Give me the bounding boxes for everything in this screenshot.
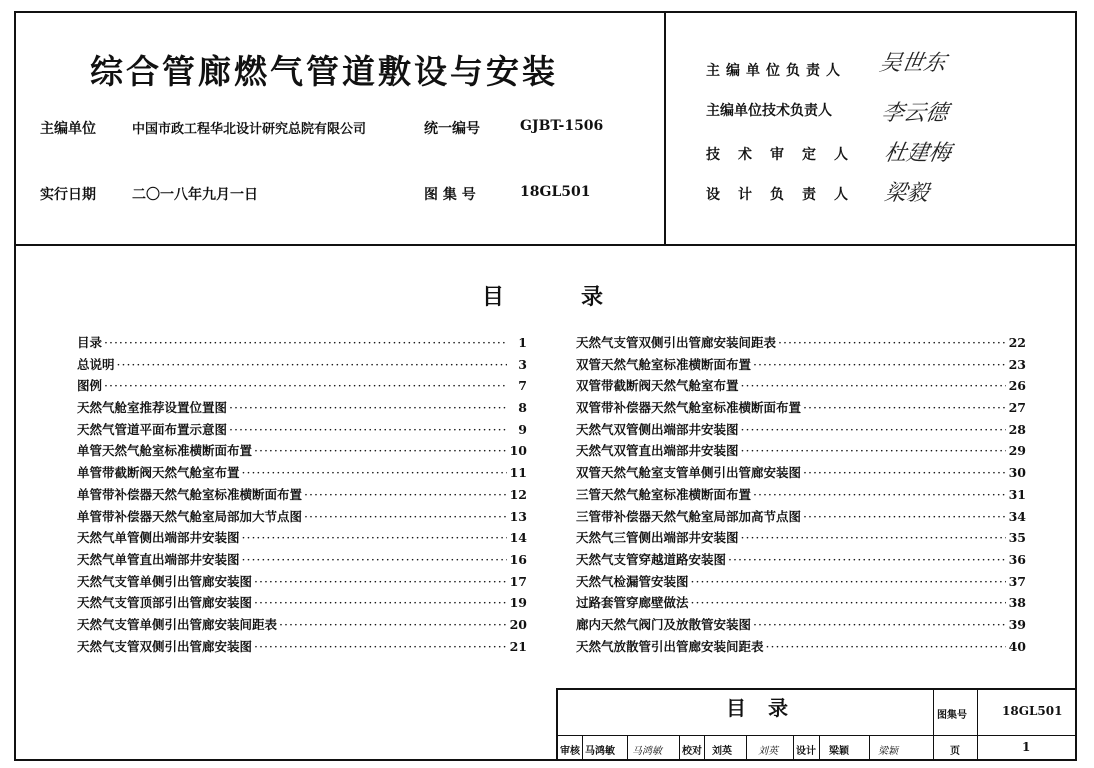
cell-divider: [627, 735, 628, 761]
cell-divider: [819, 735, 820, 761]
atlas-title: 综合管廊燃气管道敷设与安装: [90, 52, 558, 91]
header-vertical-divider: [664, 11, 666, 245]
responsible-role-4: 设计负责人: [706, 187, 866, 203]
toc-item[interactable]: 三管带补偿器天然气舱室局部加高节点图 ····· 34: [576, 507, 1026, 529]
toc-item[interactable]: 天然气支管单侧引出管廊安装间距表 ····· 20: [77, 615, 527, 637]
title-block-left-border: [556, 688, 558, 761]
toc-item[interactable]: 总说明 ····· 3: [77, 355, 527, 377]
title-block-col-divider-1: [933, 688, 934, 761]
cell-divider: [704, 735, 705, 761]
title-block-top-border: [556, 688, 1077, 690]
atlas-no-label-small: 图集号: [937, 710, 967, 721]
toc-item[interactable]: 天然气放散管引出管廊安装间距表 ····· 40: [576, 637, 1026, 659]
toc-item[interactable]: 双管天然气舱室支管单侧引出管廊安装图 ····· 30: [576, 463, 1026, 485]
design-signature: 梁颖: [878, 746, 898, 757]
atlas-no: 18GL501: [520, 184, 591, 200]
toc-item[interactable]: 单管带截断阀天然气舱室布置 ····· 11: [77, 463, 527, 485]
toc-item[interactable]: 天然气支管顶部引出管廊安装图 ····· 19: [77, 593, 527, 615]
toc-item[interactable]: 天然气双管直出端部井安装图 ····· 29: [576, 441, 1026, 463]
toc-item[interactable]: 天然气支管单侧引出管廊安装图 ····· 17: [77, 572, 527, 594]
toc-item[interactable]: 过路套管穿廊壁做法 ····· 38: [576, 593, 1026, 615]
responsible-signature-1: 吴世东: [877, 51, 948, 76]
review-label: 审核: [560, 746, 580, 757]
toc-item[interactable]: 天然气管道平面布置示意图 ····· 9: [77, 420, 527, 442]
responsible-signature-2: 李云德: [879, 101, 950, 126]
toc-item[interactable]: 目录 ····· 1: [77, 333, 527, 355]
title-block-col-divider-2: [977, 688, 978, 761]
atlas-no-label: 图 集 号: [424, 187, 476, 203]
toc-item[interactable]: 天然气单管直出端部井安装图 ····· 16: [77, 550, 527, 572]
responsible-signature-3: 杜建梅: [882, 141, 953, 166]
toc-item[interactable]: 单管天然气舱室标准横断面布置 ····· 10: [77, 441, 527, 463]
design-name: 梁颖: [829, 746, 849, 757]
toc-left-column: [77, 333, 527, 658]
cell-divider: [869, 735, 870, 761]
review-name: 马鸿敏: [585, 746, 615, 757]
review-signature: 马鸿敏: [632, 746, 662, 757]
toc-item[interactable]: 天然气检漏管安装图 ····· 37: [576, 572, 1026, 594]
toc-right-column: [576, 333, 1026, 658]
toc-item[interactable]: 单管带补偿器天然气舱室标准横断面布置 ····· 12: [77, 485, 527, 507]
title-block-atlas-no: 18GL501: [1002, 704, 1063, 718]
toc-item[interactable]: 单管带补偿器天然气舱室局部加大节点图 ····· 13: [77, 507, 527, 529]
title-block-row-divider: [556, 735, 1077, 736]
toc-item[interactable]: 廊内天然气阀门及放散管安装图 ····· 39: [576, 615, 1026, 637]
editor-unit-label: 主编单位: [40, 121, 96, 137]
responsible-role-3: 技术审定人: [706, 147, 866, 163]
toc-item[interactable]: 双管天然气舱室标准横断面布置 ····· 23: [576, 355, 1026, 377]
cell-divider: [679, 735, 680, 761]
page-label: 页: [950, 746, 960, 757]
serial-label: 统一编号: [424, 121, 480, 137]
toc-item[interactable]: 天然气支管穿越道路安装图 ····· 36: [576, 550, 1026, 572]
editor-unit: 中国市政工程华北设计研究总院有限公司: [132, 122, 367, 137]
design-label: 设计: [796, 746, 816, 757]
header-divider: [14, 244, 1077, 246]
responsible-role-1: 主编单位负责人: [706, 63, 846, 79]
title-block: [556, 688, 1077, 761]
check-label: 校对: [682, 746, 702, 757]
date-label: 实行日期: [40, 187, 96, 203]
responsible-signature-4: 梁毅: [882, 181, 931, 206]
toc-item[interactable]: 图例 ····· 7: [77, 376, 527, 398]
toc-item[interactable]: 天然气双管侧出端部井安装图 ····· 28: [576, 420, 1026, 442]
toc-item[interactable]: 双管带补偿器天然气舱室标准横断面布置 ····· 27: [576, 398, 1026, 420]
check-signature: 刘英: [758, 746, 778, 757]
toc-item[interactable]: 天然气舱室推荐设置位置图 ····· 8: [77, 398, 527, 420]
cell-divider: [582, 735, 583, 761]
page-number: 1: [1022, 740, 1031, 754]
implementation-date: 二〇一八年九月一日: [132, 187, 258, 203]
cell-divider: [746, 735, 747, 761]
check-name: 刘英: [712, 746, 732, 757]
title-block-name: 目录: [726, 696, 810, 720]
toc-item[interactable]: 双管带截断阀天然气舱室布置 ····· 26: [576, 376, 1026, 398]
toc-title-right: 录: [581, 285, 604, 310]
responsible-role-2: 主编单位技术负责人: [706, 103, 832, 119]
toc-item[interactable]: 天然气支管双侧引出管廊安装图 ····· 21: [77, 637, 527, 659]
toc-item[interactable]: 天然气三管侧出端部井安装图 ····· 35: [576, 528, 1026, 550]
serial-no: GJBT-1506: [520, 118, 604, 134]
toc-item[interactable]: 天然气支管双侧引出管廊安装间距表 ····· 22: [576, 333, 1026, 355]
toc-item[interactable]: 三管天然气舱室标准横断面布置 ····· 31: [576, 485, 1026, 507]
toc-title-left: 目: [482, 285, 505, 310]
cell-divider: [793, 735, 794, 761]
toc-item[interactable]: 天然气单管侧出端部井安装图 ····· 14: [77, 528, 527, 550]
